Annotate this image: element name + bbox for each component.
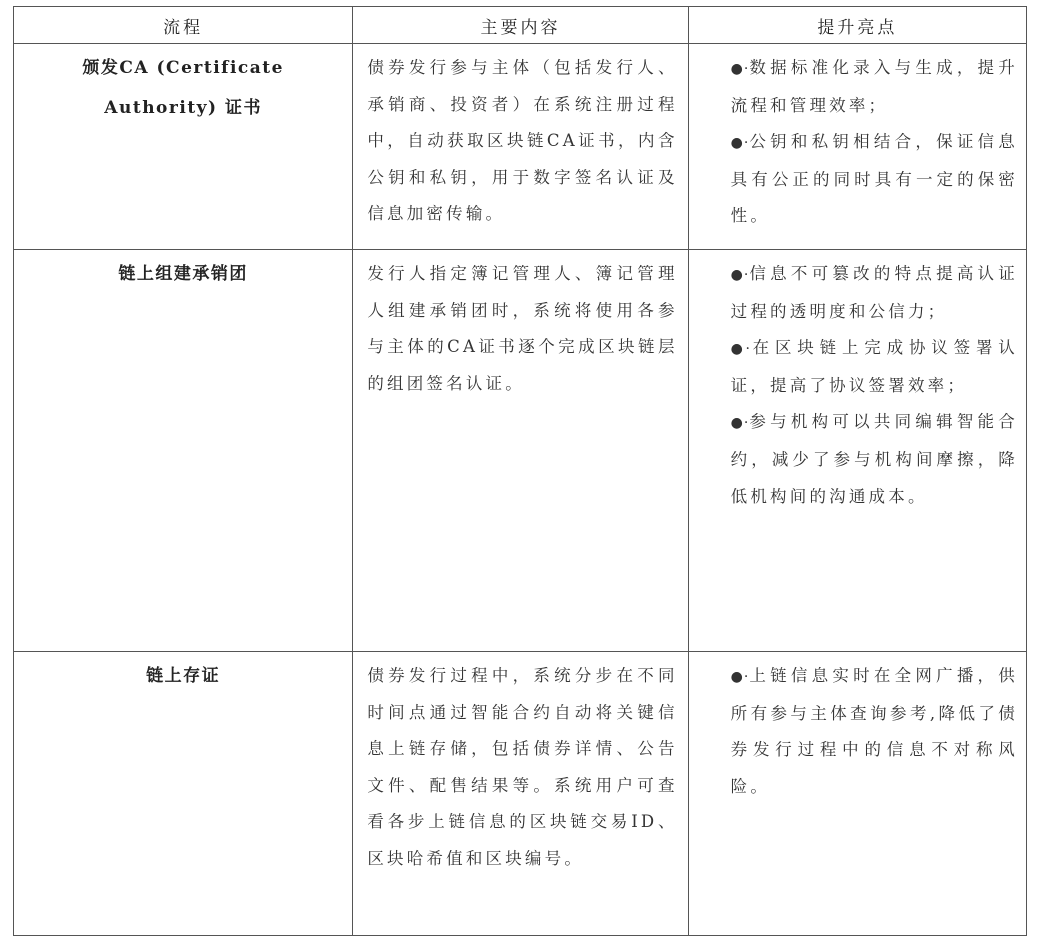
table-row (14, 44, 1027, 250)
header-process: 流程 (14, 7, 353, 44)
content-cell: 债券发行参与主体（包括发行人、承销商、投资者）在系统注册过程中，自动获取区块链CA证书，内含公钥和私钥，用于数字签名认证及信息加密传输。 (353, 44, 688, 250)
bullet-icon: ●· (730, 61, 749, 77)
highlight-item: ●·信息不可篡改的特点提高认证过程的透明度和公信力； (730, 264, 1018, 321)
table-row (14, 652, 1027, 936)
header-row (14, 7, 1027, 44)
process-cell: 链上组建承销团 (14, 250, 353, 652)
highlight-item: ●·上链信息实时在全网广播，供所有参与主体查询参考,降低了债券发行过程中的信息不对称风险。 (730, 666, 1018, 796)
highlight-item: ●·在区块链上完成协议签署认证，提高了协议签署效率； (730, 338, 1018, 395)
process-cell: 链上存证 (14, 652, 353, 936)
table-row (14, 250, 1027, 652)
process-table (13, 6, 1027, 936)
highlights-cell (688, 44, 1026, 250)
bullet-icon: ●· (730, 341, 750, 358)
bullet-icon: ●· (730, 415, 749, 432)
highlight-item: ●·公钥和私钥相结合，保证信息具有公正的同时具有一定的保密性。 (730, 132, 1018, 226)
highlight-item: ●·参与机构可以共同编辑智能合约，减少了参与机构间摩擦，降低机构间的沟通成本。 (730, 412, 1018, 506)
highlights-cell (688, 250, 1026, 652)
content-cell: 发行人指定簿记管理人、簿记管理人组建承销团时，系统将使用各参与主体的CA证书逐个完成区块链层的组团签名认证。 (353, 250, 688, 652)
highlight-item: ●·数据标准化录入与生成，提升流程和管理效率； (730, 58, 1018, 115)
highlights-cell (688, 652, 1026, 936)
bullet-icon: ●· (730, 135, 749, 152)
bullet-icon: ●· (730, 669, 749, 685)
header-content: 主要内容 (353, 7, 688, 44)
content-cell: 债券发行过程中，系统分步在不同时间点通过智能合约自动将关键信息上链存储，包括债券详情、公告文件、配售结果等。系统用户可查看各步上链信息的区块链交易ID、区块哈希值和区块编号。 (353, 652, 688, 936)
bullet-icon: ●· (730, 267, 749, 283)
header-highlights: 提升亮点 (688, 7, 1026, 44)
process-cell: 颁发CA (Certificate Authority) 证书 (14, 44, 353, 250)
